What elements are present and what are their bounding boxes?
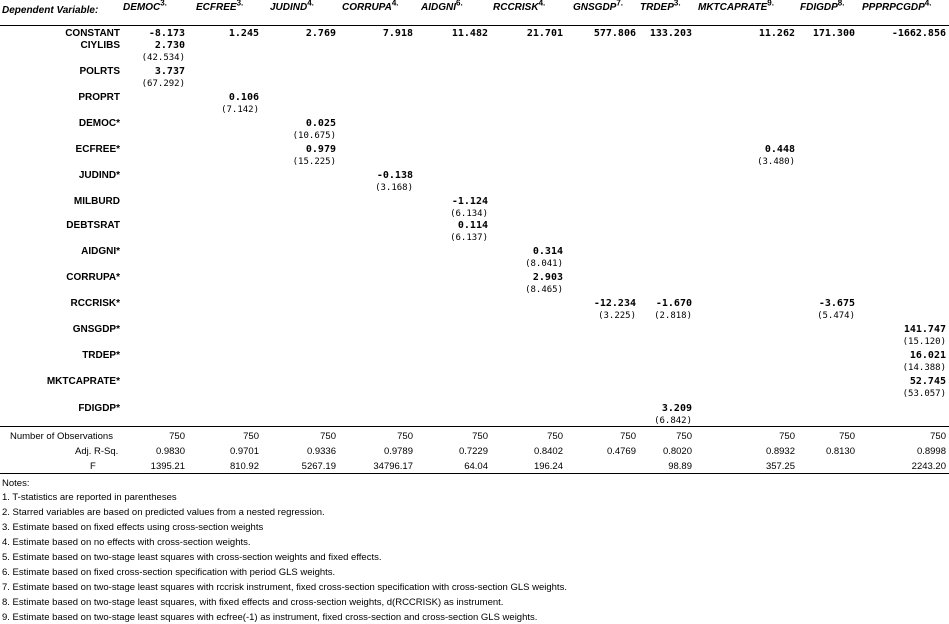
column-header-note: 4. bbox=[307, 0, 314, 8]
stat-value: 0.8932 bbox=[765, 446, 795, 457]
stat-value: 357.25 bbox=[765, 461, 795, 472]
row-label-gnsgdp-starred: GNSGDP* bbox=[72, 324, 120, 335]
header-rule bbox=[0, 25, 949, 26]
t-statistic: (7.142) bbox=[221, 105, 259, 115]
column-header-name: MKTCAPRATE bbox=[698, 2, 768, 13]
column-header-rccrisk bbox=[493, 2, 545, 24]
row-label-debtsrat: DEBTSRAT bbox=[66, 220, 120, 231]
column-header-note: 3. bbox=[160, 0, 167, 8]
stat-label: Adj. R-Sq. bbox=[75, 446, 119, 457]
stat-value: 64.04 bbox=[464, 461, 488, 472]
coefficient-value: -1.670 bbox=[655, 298, 692, 309]
notes-rule bbox=[0, 473, 949, 474]
stat-value: 750 bbox=[839, 431, 855, 442]
column-header-ecfree bbox=[196, 2, 243, 24]
coefficient-value: 2.903 bbox=[532, 272, 563, 283]
t-statistic: (53.057) bbox=[902, 389, 946, 399]
column-header-aidgni bbox=[421, 2, 463, 24]
stat-value: 98.89 bbox=[668, 461, 692, 472]
column-header-name: FDIGDP bbox=[800, 2, 838, 13]
note-item: 8. Estimate based on two-stage least squares, with fixed effects and cross-section weights, d(RCCRISK) as instrument. bbox=[2, 597, 504, 608]
column-header-name: PPPRPCGDP bbox=[862, 2, 925, 13]
stat-value: 0.7229 bbox=[458, 446, 488, 457]
note-item: 1. T-statistics are reported in parentheses bbox=[2, 492, 177, 503]
column-header-name: AIDGNI bbox=[421, 2, 456, 13]
t-statistic: (6.134) bbox=[450, 209, 488, 219]
stat-value: 810.92 bbox=[229, 461, 259, 472]
stat-label: Number of Observations bbox=[10, 431, 113, 442]
row-label-fdigdp-starred: FDIGDP* bbox=[78, 403, 120, 414]
row-label-proprt: PROPRT bbox=[78, 92, 120, 103]
row-label-trdep-starred: TRDEP* bbox=[82, 350, 120, 361]
stat-value: 750 bbox=[169, 431, 185, 442]
coefficient-value: 16.021 bbox=[909, 350, 946, 361]
column-header-note: 8. bbox=[837, 0, 845, 8]
column-header-note: 3. bbox=[236, 0, 244, 8]
stat-value: 750 bbox=[243, 431, 259, 442]
row-label-corrupa-starred: CORRUPA* bbox=[66, 272, 120, 283]
coefficient-value: 171.300 bbox=[812, 28, 855, 39]
row-label-milburd: MILBURD bbox=[73, 196, 120, 207]
t-statistic: (2.818) bbox=[654, 311, 692, 321]
stat-value: 0.8020 bbox=[662, 446, 692, 457]
coefficient-value: -1.124 bbox=[451, 196, 488, 207]
column-header-note: 3. bbox=[673, 0, 681, 8]
coefficient-value: 133.203 bbox=[649, 28, 692, 39]
column-header-democ bbox=[123, 2, 167, 24]
column-header-name: JUDIND bbox=[270, 2, 308, 13]
row-label-democ-starred: DEMOC* bbox=[78, 118, 120, 129]
stat-value: 5267.19 bbox=[301, 461, 336, 472]
column-header-note: 9. bbox=[767, 0, 774, 8]
t-statistic: (5.474) bbox=[817, 311, 855, 321]
row-label-ciylibs: CIYLIBS bbox=[80, 40, 120, 51]
note-item: 9. Estimate based on two-stage least squares with ecfree(-1) as instrument, fixed cross-section and cross-section GLS weights. bbox=[2, 612, 538, 623]
coefficient-value: 2.769 bbox=[305, 28, 336, 39]
coefficient-value: 3.209 bbox=[661, 403, 692, 414]
note-item: 7. Estimate based on two-stage least squares with rccrisk instrument, fixed cross-section specification with cross-section GLS weights. bbox=[2, 582, 567, 593]
stat-value: 750 bbox=[930, 431, 946, 442]
stat-label: F bbox=[90, 461, 96, 472]
row-label-constant: CONSTANT bbox=[65, 28, 120, 39]
stat-value: 34796.17 bbox=[373, 461, 413, 472]
t-statistic: (67.292) bbox=[141, 79, 185, 89]
note-item: 3. Estimate based on fixed effects using cross-section weights bbox=[2, 522, 264, 533]
coefficient-value: -1662.856 bbox=[891, 28, 946, 39]
t-statistic: (6.842) bbox=[654, 416, 692, 426]
note-item: 6. Estimate based on fixed cross-section specification with period GLS weights. bbox=[2, 567, 336, 578]
notes-title: Notes: bbox=[2, 478, 30, 489]
coefficient-value: 0.979 bbox=[305, 144, 336, 155]
t-statistic: (8.465) bbox=[525, 285, 563, 295]
t-statistic: (15.120) bbox=[902, 337, 946, 347]
t-statistic: (42.534) bbox=[141, 53, 185, 63]
coefficient-value: 1.245 bbox=[228, 28, 259, 39]
coefficient-value: 7.918 bbox=[382, 28, 413, 39]
column-header-name: ECFREE bbox=[196, 2, 237, 13]
stat-value: 2243.20 bbox=[911, 461, 946, 472]
t-statistic: (15.225) bbox=[292, 157, 336, 167]
t-statistic: (6.137) bbox=[450, 233, 488, 243]
column-header-name: TRDEP bbox=[640, 2, 674, 13]
row-label-aidgni-starred: AIDGNI* bbox=[81, 246, 120, 257]
stat-value: 0.9830 bbox=[155, 446, 185, 457]
stat-value: 750 bbox=[472, 431, 488, 442]
t-statistic: (14.388) bbox=[902, 363, 946, 373]
column-header-note: 7. bbox=[616, 0, 624, 8]
coefficient-value: -0.138 bbox=[376, 170, 413, 181]
column-header-judind bbox=[270, 2, 314, 24]
stat-value: 750 bbox=[620, 431, 636, 442]
column-header-ppprpcgdp bbox=[862, 2, 931, 24]
column-header-note: 4. bbox=[391, 0, 399, 8]
column-header-corrupa bbox=[342, 2, 399, 24]
row-label-judind-starred: JUDIND* bbox=[78, 170, 120, 181]
coefficient-value: -3.675 bbox=[818, 298, 855, 309]
stat-value: 750 bbox=[320, 431, 336, 442]
stat-value: 0.9789 bbox=[383, 446, 413, 457]
coefficient-value: 0.448 bbox=[764, 144, 795, 155]
column-header-mktcaprate bbox=[698, 2, 774, 24]
coefficient-value: 21.701 bbox=[526, 28, 563, 39]
coefficient-value: 52.745 bbox=[909, 376, 946, 387]
row-label-rccrisk-starred: RCCRISK* bbox=[70, 298, 120, 309]
note-item: 5. Estimate based on two-stage least squares with cross-section weights and fixed effects. bbox=[2, 552, 382, 563]
stats-rule-top bbox=[0, 426, 949, 427]
stat-value: 0.4769 bbox=[606, 446, 636, 457]
coefficient-value: 141.747 bbox=[903, 324, 946, 335]
stat-value: 0.8998 bbox=[916, 446, 946, 457]
coefficient-value: 3.737 bbox=[154, 66, 185, 77]
stat-value: 196.24 bbox=[533, 461, 563, 472]
t-statistic: (3.225) bbox=[598, 311, 636, 321]
t-statistic: (3.168) bbox=[375, 183, 413, 193]
t-statistic: (10.675) bbox=[292, 131, 336, 141]
coefficient-value: 2.730 bbox=[154, 40, 185, 51]
column-header-note: 4. bbox=[924, 0, 932, 8]
coefficient-value: -8.173 bbox=[148, 28, 185, 39]
t-statistic: (8.041) bbox=[525, 259, 563, 269]
coefficient-value: 11.482 bbox=[451, 28, 488, 39]
column-header-note: 6. bbox=[456, 0, 463, 8]
coefficient-value: 0.106 bbox=[228, 92, 259, 103]
row-label-mktcaprate-starred: MKTCAPRATE* bbox=[46, 376, 120, 387]
coefficient-value: 11.262 bbox=[758, 28, 795, 39]
stat-value: 750 bbox=[397, 431, 413, 442]
dependent-variable-label: Dependent Variable: bbox=[2, 5, 99, 16]
stat-value: 750 bbox=[547, 431, 563, 442]
coefficient-value: 0.025 bbox=[305, 118, 336, 129]
column-header-name: RCCRISK bbox=[493, 2, 539, 13]
coefficient-value: 0.114 bbox=[457, 220, 488, 231]
coefficient-value: 0.314 bbox=[532, 246, 563, 257]
stat-value: 0.8130 bbox=[825, 446, 855, 457]
column-header-name: GNSGDP bbox=[573, 2, 617, 13]
column-header-gnsgdp bbox=[573, 2, 623, 24]
column-header-note: 4. bbox=[538, 0, 546, 8]
t-statistic: (3.480) bbox=[757, 157, 795, 167]
stat-value: 750 bbox=[779, 431, 795, 442]
stat-value: 750 bbox=[676, 431, 692, 442]
stat-value: 0.9701 bbox=[229, 446, 259, 457]
stat-value: 1395.21 bbox=[150, 461, 185, 472]
column-header-name: DEMOC bbox=[123, 2, 161, 13]
row-label-ecfree-starred: ECFREE* bbox=[75, 144, 120, 155]
row-label-polrts: POLRTS bbox=[79, 66, 120, 77]
stat-value: 0.8402 bbox=[533, 446, 563, 457]
note-item: 2. Starred variables are based on predicted values from a nested regression. bbox=[2, 507, 325, 518]
note-item: 4. Estimate based on no effects with cross-section weights. bbox=[2, 537, 251, 548]
column-header-fdigdp bbox=[800, 2, 844, 24]
column-header-trdep bbox=[640, 2, 681, 24]
coefficient-value: 577.806 bbox=[593, 28, 636, 39]
coefficient-value: -12.234 bbox=[593, 298, 636, 309]
column-header-name: CORRUPA bbox=[342, 2, 392, 13]
stat-value: 0.9336 bbox=[306, 446, 336, 457]
